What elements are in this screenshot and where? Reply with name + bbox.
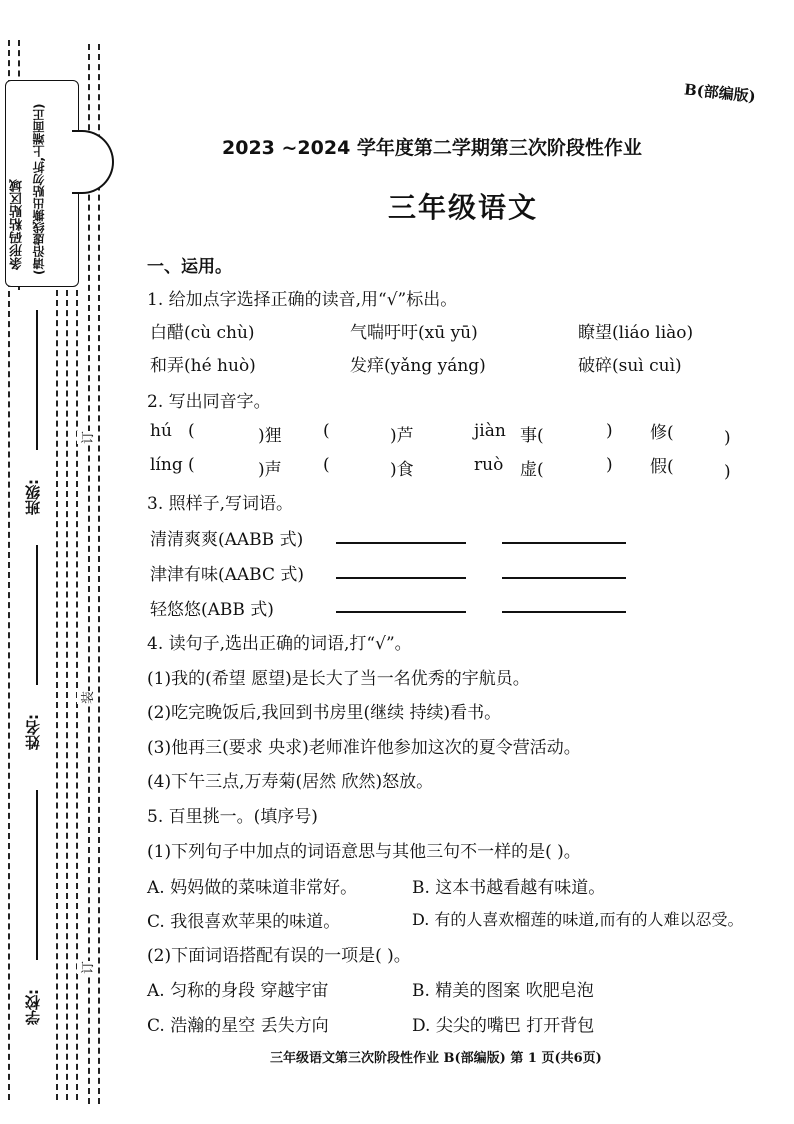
answer-line[interactable] [336,577,466,579]
q5-option: A. 妈妈做的菜味道非常好。 [147,878,358,898]
q5-option: C. 浩瀚的星空 丢失方向 [147,1016,329,1036]
cut-mark: 订 [77,431,96,444]
section-heading: 一、运用。 [147,257,232,277]
answer-line[interactable] [502,577,626,579]
page-title: 2023 ~2024 学年度第二学期第三次阶段性作业 [222,137,642,159]
page-footer: 三年级语文第三次阶段性作业 B(部编版) 第 1 页(共6页) [270,1051,602,1066]
cut-line [56,290,58,1100]
cut-mark: 订 [77,961,96,974]
q5-sub2: (2)下面词语搭配有误的一项是( )。 [147,946,411,966]
q2-prompt: 2. 写出同音字。 [147,392,271,412]
q5-option: A. 匀称的身段 穿越宇宙 [147,981,329,1001]
q2-word: )食 [390,460,414,480]
cut-line [66,290,68,1100]
cut-line [88,44,90,1104]
subject-title: 三年级语文 [388,191,539,224]
cut-mark: 装 [77,691,96,704]
cut-line [98,44,100,1104]
q1-prompt: 1. 给加点字选择正确的读音,用“√”标出。 [147,290,458,310]
q1-item: 和弄(hé huò) [150,356,256,376]
q5-option: C. 我很喜欢苹果的味道。 [147,912,341,932]
q2-word: 修( [650,423,674,443]
binding-notch [72,130,114,194]
q2-blank-close: ) [724,428,731,448]
class-label: 班级: [24,479,42,515]
q2-word: 事( [520,426,544,446]
q5-option: D. 有的人喜欢榴莲的味道,而有的人难以忍受。 [412,910,744,929]
class-field-line [36,310,38,450]
q5-option: D. 尖尖的嘴巴 打开背包 [412,1016,595,1036]
answer-line[interactable] [502,542,626,544]
q3-item: 轻悠悠(ABB 式) [150,600,274,620]
q5-option: B. 这本书越看越有味道。 [412,878,606,898]
q2-blank-close: ) [606,455,613,475]
q2-pinyin: jiàn [474,421,506,441]
barcode-label: 条形码粘贴区域 [10,179,25,270]
q2-blank-close: ) [724,462,731,482]
name-label: 姓名: [24,714,42,750]
q3-prompt: 3. 照样子,写词语。 [147,494,294,514]
q2-blank-open: ( [323,455,330,475]
answer-line[interactable] [502,611,626,613]
q3-item: 清清爽爽(AABB 式) [150,530,304,550]
edition-tag: B(部编版) [683,80,757,106]
q1-item: 破碎(suì cuì) [578,356,682,376]
q5-option: B. 精美的图案 吹肥皂泡 [412,981,594,1001]
q2-pinyin: líng [150,455,183,475]
q1-item: 瞭望(liáo liào) [578,323,694,343]
q5-prompt: 5. 百里挑一。(填序号) [147,807,318,827]
q1-item: 气喘吁吁(xū yū) [350,323,478,343]
school-label: 学校: [24,989,42,1025]
q5-sub1: (1)下列句子中加点的词语意思与其他三句不一样的是( )。 [147,842,581,862]
q4-item: (2)吃完晚饭后,我回到书房里(继续 持续)看书。 [147,703,502,723]
q2-pinyin: ruò [474,455,504,475]
answer-line[interactable] [336,611,466,613]
q4-item: (3)他再三(要求 央求)老师准许他参加这次的夏令营活动。 [147,738,581,758]
q1-item: 白醋(cù chù) [150,323,255,343]
q1-item: 发痒(yǎng yáng) [350,356,486,376]
school-field-line [36,790,38,960]
q4-item: (4)下午三点,万寿菊(居然 欣然)怒放。 [147,772,434,792]
q2-word: )芦 [390,426,414,446]
answer-line[interactable] [336,542,466,544]
q2-word: 虚( [520,460,544,480]
q2-word: 假( [650,457,674,477]
q2-blank-close: ) [606,421,613,441]
q2-blank-open: ( [188,421,195,441]
q2-word: )声 [258,460,282,480]
q2-pinyin: hú [150,421,172,441]
barcode-note: (请沿虚线撕出贴勿折,上端面正) [32,103,46,275]
name-field-line [36,545,38,685]
q2-word: )狸 [258,426,282,446]
q2-blank-open: ( [188,455,195,475]
q2-blank-open: ( [323,421,330,441]
q3-item: 津津有味(AABC 式) [150,565,305,585]
q4-prompt: 4. 读句子,选出正确的词语,打“√”。 [147,634,412,654]
q4-item: (1)我的(希望 愿望)是长大了当一名优秀的宇航员。 [147,669,530,689]
